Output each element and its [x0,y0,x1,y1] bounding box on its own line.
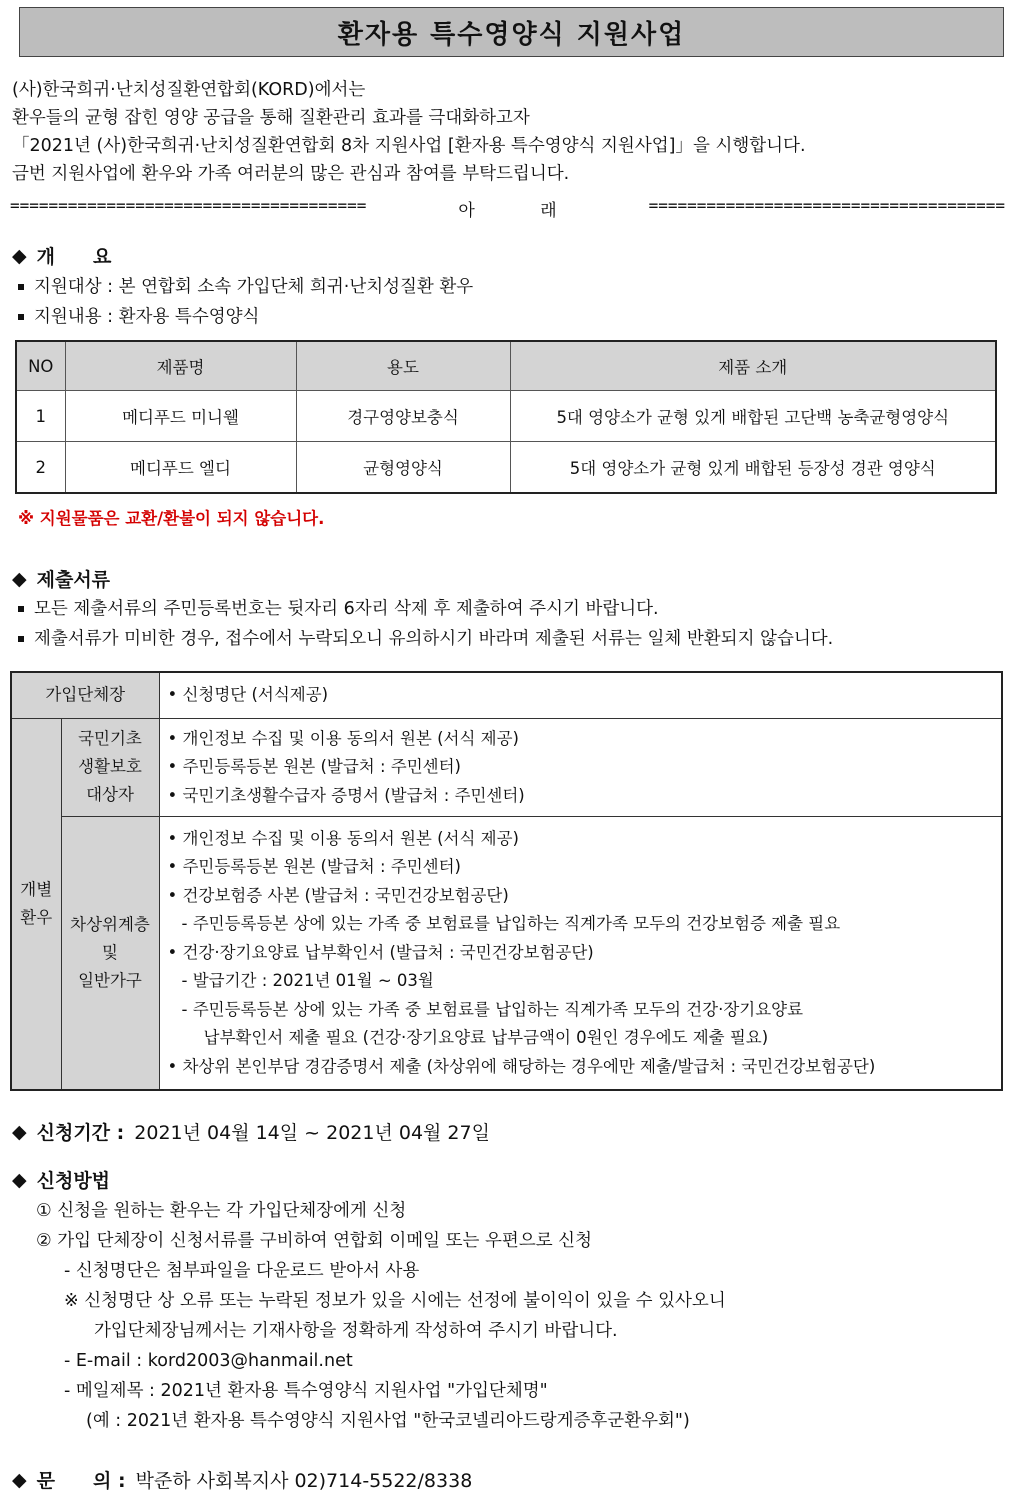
doc-subitem: 납부확인서 제출 필요 (건강·장기요양료 납부금액이 0원인 경우에도 제출 필요) [203,1028,769,1048]
table-cell: 메디푸드 미니웰 [65,391,296,442]
intro-text [12,76,1007,188]
method-list [36,1196,726,1436]
method-line: ※ 신청명단 상 오류 또는 누락된 정보가 있을 시에는 선정에 불이익이 있을 수 있사오니 [64,1291,726,1311]
table-row [11,817,1002,1091]
table-row [11,672,1002,718]
table-row [11,718,1002,817]
no-refund-notice: ※ 지원물품은 교환/환불이 되지 않습니다. [18,509,325,528]
general-household-items [159,817,1002,1091]
doc-item: • 건강·장기요양료 납부확인서 (발급처 : 국민건강보험공단) [167,942,594,962]
doc-subitem: - 주민등록등본 상에 있는 가족 중 보험료를 납입하는 직계가족 모두의 건강·장기요양료 [181,999,804,1019]
method-line: 가입단체장님께서는 기재사항을 정확하게 작성하여 주시기 바랍니다. [94,1321,618,1341]
period-value: 2021년 04월 14일 ~ 2021년 04월 27일 [134,1122,490,1144]
overview-heading-label: 개 요 [36,246,112,268]
method-heading-label: 신청방법 [36,1170,111,1192]
period-label: 신청기간 : [36,1122,125,1144]
table-row [16,442,996,494]
column-header: 제품 소개 [510,341,996,391]
bullet-square-icon [18,284,24,290]
page-title: 환자용 특수영양식 지원사업 [19,7,1004,57]
diamond-icon: ◆ [12,1468,27,1491]
column-header: NO [16,341,65,391]
intro-line: (사)한국희귀·난치성질환연합회(KORD)에서는 [12,80,366,100]
method-line: (예 : 2021년 환자용 특수영양식 지원사업 "한국코넬리아드랑게증후군환우회") [86,1411,690,1431]
list-item: 지원내용 : 환자용 특수영양식 [18,302,473,332]
method-line: - 메일제목 : 2021년 환자용 특수영양식 지원사업 "가입단체명" [64,1381,548,1401]
table-cell: 균형영양식 [296,442,510,494]
basic-recipient-label: 국민기초 생활보호 대상자 [61,718,159,817]
intro-line: 환우들의 균형 잡힌 영양 공급을 통해 질환관리 효과를 극대화하고자 [12,108,530,128]
leader-label: 가입단체장 [11,672,159,718]
doc-item: • 개인정보 수집 및 이용 동의서 원본 (서식 제공) [167,728,519,748]
table-header-row [16,341,996,391]
product-table [15,340,997,494]
intro-line: 「2021년 (사)한국희귀·난치성질환연합회 8차 지원사업 [환자용 특수영양식 지원사업]」을 시행합니다. [12,136,806,156]
doc-item: • 건강보험증 사본 (발급처 : 국민건강보험공단) [167,885,509,905]
individual-label: 개별 환우 [11,718,61,1090]
column-header: 제품명 [65,341,296,391]
bullet-square-icon [18,314,24,320]
list-item: 지원대상 : 본 연합회 소속 가입단체 희귀·난치성질환 환우 [18,272,473,302]
doc-item: • 차상위 본인부담 경감증명서 제출 (차상위에 해당하는 경우에만 제출/발급처 : 국민건강보험공단) [167,1056,876,1076]
table-row [16,391,996,442]
section-divider [10,196,1005,221]
documents-table [10,671,1003,1091]
contact-label: 문 의 : [36,1470,126,1492]
divider-middle: 아 래 [458,201,557,221]
divider-left: ===================================== [10,196,367,215]
documents-heading [12,565,110,592]
intro-line: 금번 지원사업에 환우와 가족 여러분의 많은 관심과 참여를 부탁드립니다. [12,164,570,184]
table-cell: 5대 영양소가 균형 있게 배합된 고단백 농축균형영양식 [510,391,996,442]
diamond-icon: ◆ [12,244,27,267]
doc-item: • 주민등록등본 원본 (발급처 : 주민센터) [167,757,461,776]
bullet-square-icon [18,606,24,612]
documents-heading-label: 제출서류 [36,569,111,591]
diamond-icon: ◆ [12,1120,27,1143]
diamond-icon: ◆ [12,1168,27,1191]
doc-subitem: - 주민등록등본 상에 있는 가족 중 보험료를 납입하는 직계가족 모두의 건강보험증 제출 필요 [181,914,841,934]
doc-item: • 주민등록등본 원본 (발급처 : 주민센터) [167,857,461,877]
divider-right: ===================================== [648,196,1005,215]
table-cell: 5대 영양소가 균형 있게 배합된 등장성 경관 영양식 [510,442,996,494]
overview-list [18,272,473,332]
doc-item: • 국민기초생활수급자 증명서 (발급처 : 주민센터) [167,785,525,805]
basic-recipient-items [159,718,1002,817]
table-cell: 1 [16,391,65,442]
documents-list [18,594,833,654]
method-line: ② 가입 단체장이 신청서류를 구비하여 연합회 이메일 또는 우편으로 신청 [36,1231,592,1251]
list-item: 제출서류가 미비한 경우, 접수에서 누락되오니 유의하시기 바라며 제출된 서류는 일체 반환되지 않습니다. [18,624,833,654]
doc-item: • 개인정보 수집 및 이용 동의서 원본 (서식 제공) [167,828,519,848]
email-line: - E-mail : kord2003@hanmail.net [64,1351,353,1371]
contact-info [12,1466,472,1493]
leader-items [159,672,1002,718]
bullet-square-icon [18,636,24,642]
table-cell: 메디푸드 엘디 [65,442,296,494]
application-period [12,1118,490,1145]
table-cell: 경구영양보충식 [296,391,510,442]
method-line: ① 신청을 원하는 환우는 각 가입단체장에게 신청 [36,1201,407,1221]
list-item: 모든 제출서류의 주민등록번호는 뒷자리 6자리 삭제 후 제출하여 주시기 바랍니다. [18,594,833,624]
diamond-icon: ◆ [12,567,27,590]
doc-item: • 신청명단 (서식제공) [167,685,329,704]
doc-subitem: - 발급기간 : 2021년 01월 ~ 03월 [181,971,434,991]
method-heading [12,1166,110,1193]
column-header: 용도 [296,341,510,391]
table-cell: 2 [16,442,65,494]
overview-heading [12,242,111,269]
method-line: - 신청명단은 첨부파일을 다운로드 받아서 사용 [64,1261,420,1281]
contact-value: 박준하 사회복지사 02)714-5522/8338 [135,1470,473,1492]
general-household-label: 차상위계층 및 일반가구 [61,817,159,1091]
